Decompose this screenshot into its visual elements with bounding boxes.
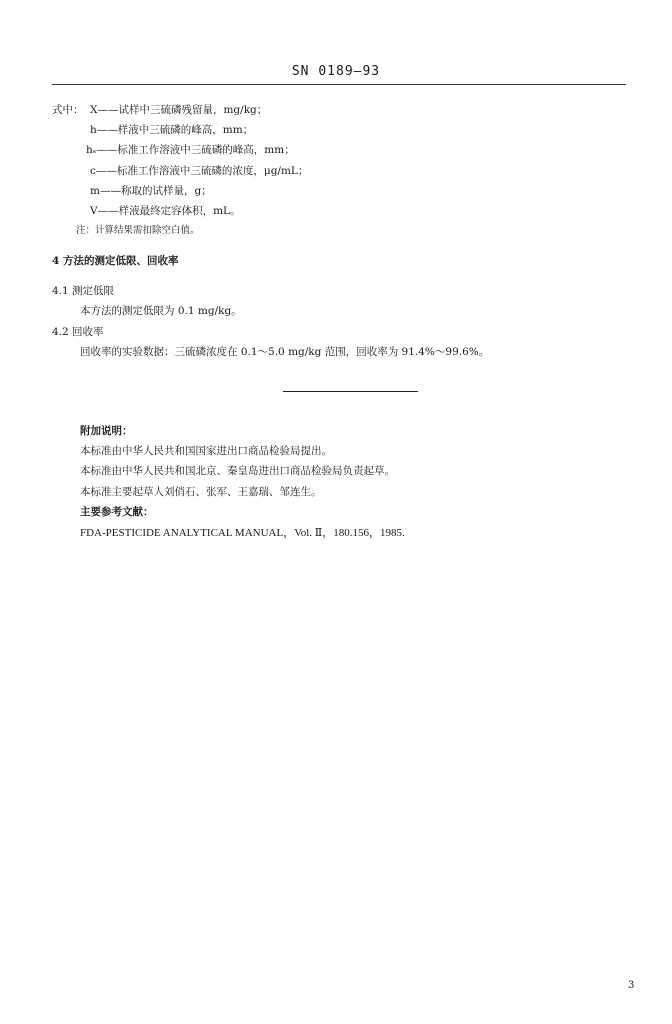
section-separator <box>283 391 418 392</box>
references-heading: 主要参考文献： <box>80 506 154 518</box>
variable-def-x: X——试样中三硫磷残留量，mg/kg； <box>90 104 268 116</box>
section-4-heading: 4 方法的测定低限、回收率 <box>52 255 179 267</box>
document-code-header: SN 0189—93 <box>291 64 381 79</box>
appendix-line-1: 本标准由中华人民共和国国家进出口商品检验局提出。 <box>80 445 332 457</box>
section-4-2-heading: 4.2 回收率 <box>52 326 104 338</box>
section-4-2-text: 回收率的实验数据：三硫磷浓度在 0.1～5.0 mg/kg 范围，回收率为 91.4%～99.6%。 <box>80 346 490 358</box>
header-rule <box>52 84 626 85</box>
calculation-note: 注：计算结果需扣除空白值。 <box>76 225 200 236</box>
appendix-line-3: 本标准主要起草人刘俏石、张军、王嘉瑞、邹连生。 <box>80 486 322 498</box>
section-4-1-heading: 4.1 测定低限 <box>52 285 115 297</box>
variable-def-c: c——标准工作溶液中三硫磷的浓度，μg/mL； <box>90 165 309 177</box>
reference-entry: FDA-PESTICIDE ANALYTICAL MANUAL，Vol. Ⅱ，180.156，1985. <box>80 527 405 539</box>
appendix-heading: 附加说明： <box>80 425 133 437</box>
section-4-1-text: 本方法的测定低限为 0.1 mg/kg。 <box>80 305 242 317</box>
variable-def-h: h——样液中三硫磷的峰高，mm； <box>90 124 254 136</box>
variable-def-hs: hₛ——标准工作溶液中三硫磷的峰高，mm； <box>86 144 295 156</box>
variable-def-v: V——样液最终定容体积，mL。 <box>90 205 241 217</box>
formula-intro: 式中： <box>52 104 84 116</box>
appendix-line-2: 本标准由中华人民共和国北京、秦皇岛进出口商品检验局负责起草。 <box>80 465 395 477</box>
variable-def-m: m——称取的试样量，g； <box>90 185 212 197</box>
page-number: 3 <box>628 980 635 991</box>
